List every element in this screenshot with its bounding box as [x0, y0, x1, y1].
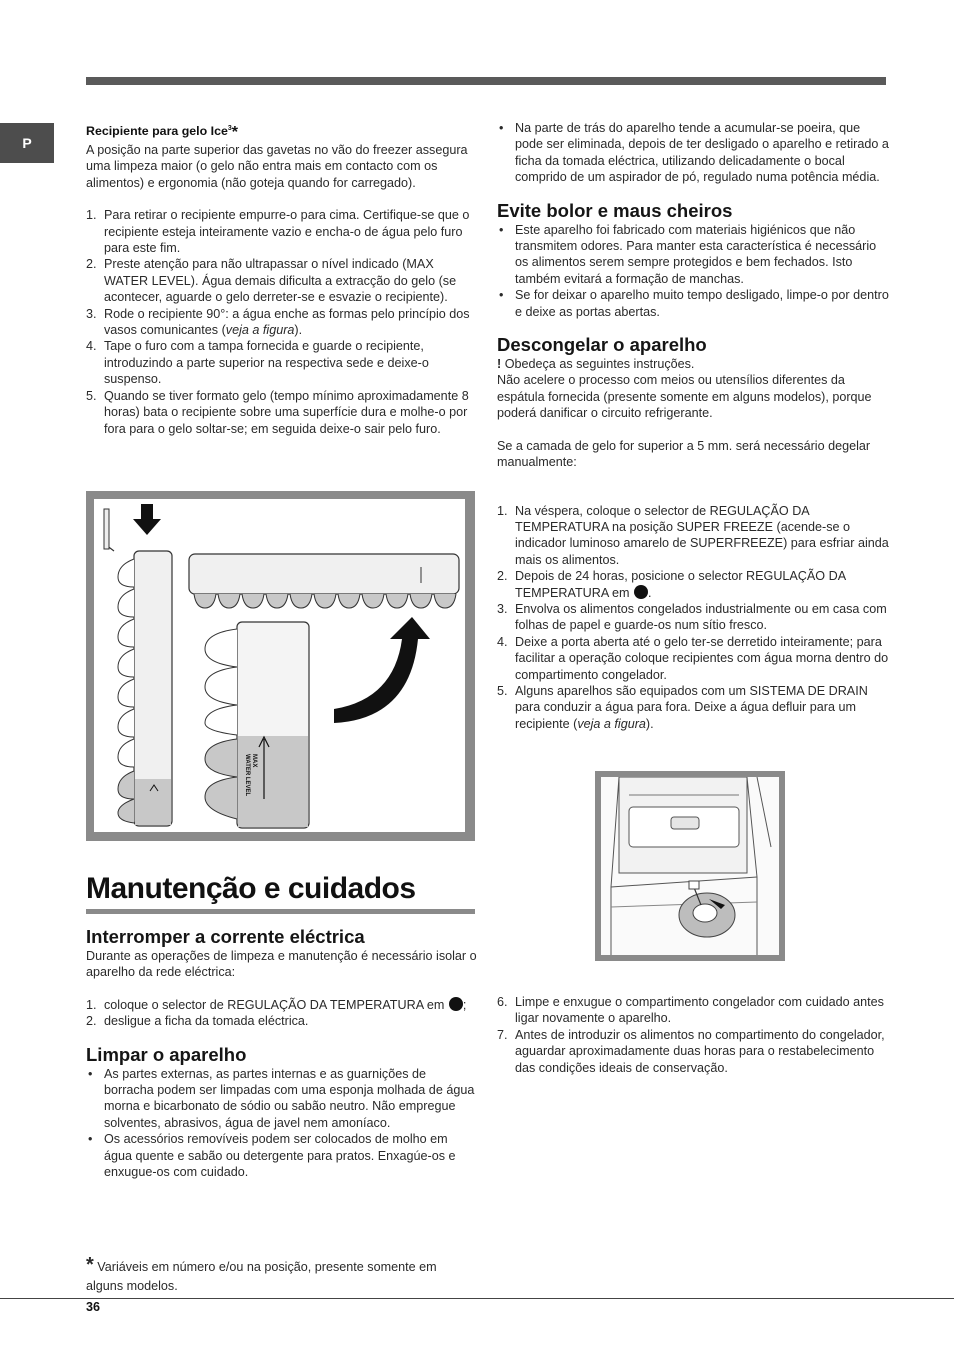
top-rule	[86, 77, 886, 85]
ice-heading-star: *	[231, 124, 238, 141]
interrupt-heading: Interromper a corrente eléctrica	[86, 926, 365, 947]
dust-bullets	[497, 120, 889, 186]
warning-text: Obedeça as seguintes instruções.	[501, 357, 695, 372]
mold-heading: Evite bolor e maus cheiros	[497, 199, 733, 221]
freezer-drain-illustration	[601, 777, 779, 955]
list-item	[86, 1013, 478, 1029]
interrupt-steps	[86, 997, 478, 1030]
bullet: •	[88, 1132, 93, 1147]
step-text: desligue a ficha da tomada eléctrica.	[104, 1014, 309, 1029]
ice-steps	[86, 207, 476, 437]
list-item	[86, 256, 476, 305]
step-number: 3.	[86, 306, 97, 321]
step-number: 6.	[497, 995, 508, 1009]
figure-reference: veja a figura	[577, 716, 646, 731]
clean-bullets	[86, 1066, 478, 1181]
list-item	[86, 306, 476, 339]
bullet: •	[88, 1066, 93, 1081]
page-number: 36	[86, 1300, 101, 1314]
step-text: Na véspera, coloque o selector de REGULAÇÃO DA TEMPERATURA na posição SUPER FREEZE (acende-se o indicador luminoso amarelo de SUPERFREEZE) para esfriar ainda mais os alimentos.	[515, 503, 889, 567]
list-item	[86, 388, 476, 437]
bullet: •	[499, 121, 504, 135]
ice-tray-illustration	[94, 499, 465, 832]
list-item	[497, 503, 889, 569]
step-number: 1.	[86, 997, 97, 1012]
max-water-level-label	[243, 754, 257, 796]
footnote-text: Variáveis em número e/ou na posição, presente somente em alguns modelos.	[86, 1260, 437, 1293]
step-number: 5.	[497, 683, 508, 698]
step-number: 1.	[497, 503, 508, 518]
step-number: 2.	[86, 257, 97, 272]
ice-heading-text: Recipiente para gelo Ice	[86, 124, 228, 138]
defrost-para1: Não acelere o processo com meios ou utensílios diferentes da espátula fornecida (presente somente em alguns modelos), porque poderá danificar o circuito refrigerante.	[497, 373, 872, 421]
ice-heading	[86, 124, 476, 142]
step-number: 7.	[497, 1027, 508, 1042]
list-item	[497, 1027, 889, 1076]
step-text-end: ;	[462, 997, 467, 1012]
figure-reference: veja a figura	[225, 323, 295, 338]
bullet: •	[499, 222, 504, 237]
bullet-text: Este aparelho foi fabricado com materiais higiénicos que não transmitem odores. Para manter esta característica é necessário os alimentos serem sempre protegidos e bem fechados. Isto também evitará a formação de manchas.	[515, 222, 877, 286]
water-level-label: WATER LEVEL	[244, 754, 250, 797]
list-item	[497, 634, 889, 683]
interrupt-intro: Durante as operações de limpeza e manutenção é necessário isolar o aparelho da rede eléctrica:	[86, 949, 477, 980]
dial-off-icon	[634, 585, 648, 599]
page-title: Manutenção e cuidados	[86, 872, 416, 905]
bullet-text: As partes externas, as partes internas e as guarnições de borracha podem ser limpadas com uma esponja molhada de água morna e bicarbonato de sódio ou sabão neutro. Não empregue solventes, abrasivos, água de javel nem amoníaco.	[104, 1066, 475, 1130]
step-number: 3.	[497, 601, 508, 616]
step-text-end: .	[648, 585, 652, 600]
ice-intro: A posição na parte superior das gavetas no vão do freezer assegura uma limpeza maior (o gelo não entra mais em contacto com os alimentos) e ergonomia (não goteja quando for carregado).	[86, 143, 468, 190]
max-label: MAX	[251, 754, 257, 768]
step-number: 4.	[86, 339, 97, 354]
defrost-para2: Se a camada de gelo for superior a 5 mm. será necessário degelar manualmente:	[497, 438, 871, 470]
step-number: 2.	[497, 569, 508, 584]
step-text: Preste atenção para não ultrapassar o nível indicado (MAX WATER LEVEL). Água demais dificulta a extracção do gelo (se acontecer, aguarde o gelo derreter-se e esvazie o recipiente).	[104, 257, 457, 305]
step-text: Tape o furo com a tampa fornecida e guarde o recipiente, introduzindo a parte superior na respectiva sede e deixe-o suspenso.	[104, 339, 429, 387]
list-item	[86, 338, 476, 387]
step-text: Envolva os alimentos congelados industrialmente ou em casa com folhas de papel e guarde-os num sítio fresco.	[515, 601, 887, 633]
footnote-star: *	[86, 1254, 94, 1276]
bullet-text: Se for deixar o aparelho muito tempo desligado, limpe-o por dentro e deixe as portas abertas.	[515, 288, 889, 319]
list-item	[497, 568, 889, 601]
step-text: Rode o recipiente 90°: a água enche as formas pelo princípio dos vasos comunicantes (	[104, 306, 470, 338]
footnote	[86, 1254, 466, 1296]
defrost-warning	[497, 356, 889, 372]
list-item	[497, 287, 889, 320]
step-text-end: ).	[645, 716, 654, 731]
step-text: Para retirar o recipiente empurre-o para cima. Certifique-se que o recipiente esteja inteiramente vazio e encha-o de água pelo furo para este fim.	[104, 208, 470, 256]
step-number: 4.	[497, 634, 508, 649]
step-text: Quando se tiver formato gelo (tempo mínimo aproximadamente 8 horas) bata o recipiente sobre uma superfície dura e molhe-o por fora para o gelo soltar-se; em seguida deixe-o sair pelo furo.	[104, 388, 469, 436]
bullet-text: Os acessórios removíveis podem ser colocados de molho em água quente e sabão ou detergente para pratos. Enxagúe-os e enxugue-os com cuidado.	[104, 1132, 456, 1180]
list-item	[497, 994, 889, 1027]
step-number: 5.	[86, 388, 97, 403]
ice-heading-sup: 3	[227, 124, 232, 132]
step-text-end: ).	[294, 323, 303, 338]
drain-figure	[595, 771, 785, 961]
language-tab-label: P	[22, 135, 32, 151]
bullet-text: Na parte de trás do aparelho tende a acumular-se poeira, que pode ser eliminada, depois de ter desligado o aparelho e retirado a ficha da tomada eléctrica, utilizando delicadamente o bocal comprido de um aspirador de pó, regulado numa potência média.	[515, 121, 889, 185]
step-text: coloque o selector de REGULAÇÃO DA TEMPERATURA em	[104, 997, 445, 1012]
defrost-steps	[497, 503, 889, 733]
clean-heading: Limpar o aparelho	[86, 1043, 247, 1065]
list-item	[497, 120, 889, 186]
list-item	[86, 997, 478, 1013]
bullet: •	[499, 288, 504, 303]
dial-off-icon	[449, 997, 463, 1011]
list-item	[497, 683, 889, 732]
step-text: Limpe e enxugue o compartimento congelador com cuidado antes ligar novamente o aparelho.	[515, 995, 884, 1026]
list-item	[497, 222, 889, 288]
language-tab	[0, 123, 54, 163]
defrost-heading: Descongelar o aparelho	[497, 334, 707, 356]
step-number: 1.	[86, 208, 97, 223]
defrost-steps-continued	[497, 994, 889, 1076]
step-text: Alguns aparelhos são equipados com um SISTEMA DE DRAIN para conduzir a água para fora. Deixe a água defluir para um recipiente (	[515, 683, 868, 731]
mold-bullets	[497, 222, 889, 320]
step-text: Depois de 24 horas, posicione o selector REGULAÇÃO DA TEMPERATURA em	[515, 569, 846, 600]
ice-tray-figure	[86, 491, 475, 841]
list-item	[86, 1066, 478, 1132]
step-number: 2.	[86, 1014, 97, 1029]
list-item	[86, 1131, 478, 1180]
bottom-rule	[0, 1298, 954, 1299]
list-item	[497, 601, 889, 634]
list-item	[86, 207, 476, 256]
step-text: Antes de introduzir os alimentos no compartimento do congelador, aguardar aproximadamente duas horas para o restabelecimento das condições ideais de conservação.	[515, 1027, 885, 1075]
step-text: Deixe a porta aberta até o gelo ter-se derretido inteiramente; para facilitar a operação coloque recipientes com água morna dentro do compartimento congelador.	[515, 634, 889, 682]
warning-mark: !	[497, 357, 502, 372]
